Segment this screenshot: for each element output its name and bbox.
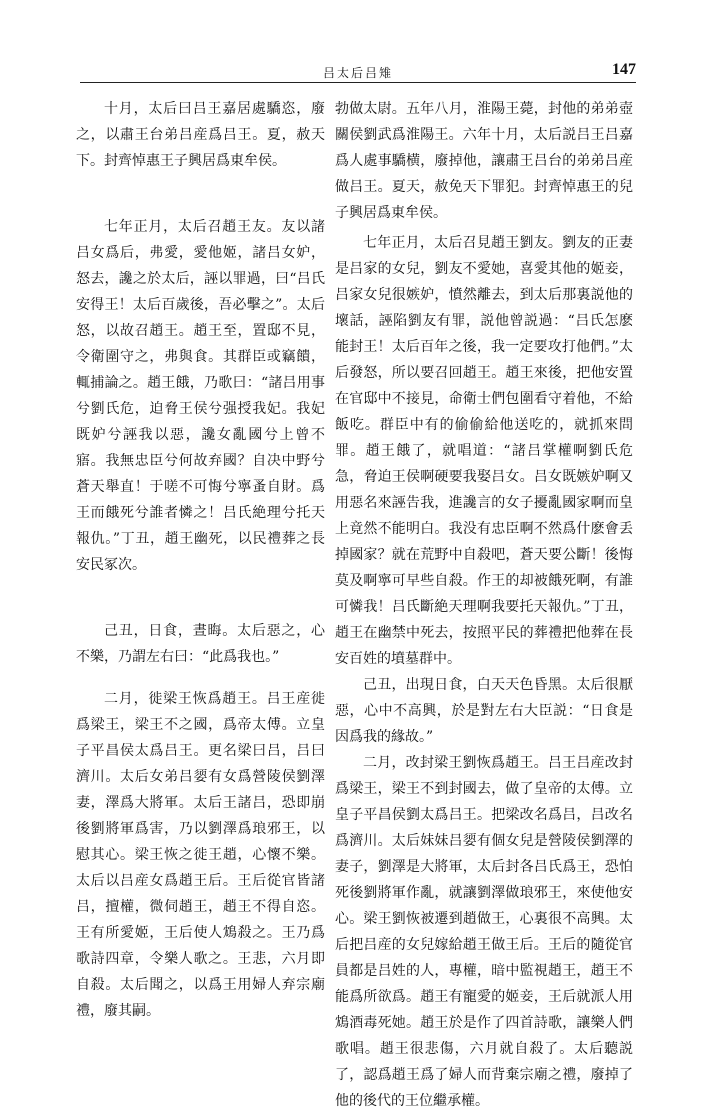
classical-paragraph: 二月，徙梁王恢爲趙王。吕王産徙爲梁王，梁王不之國，爲帝太傅。立皇子平昌侯太爲吕王。更名梁曰吕，吕曰濟川。太后女弟吕媭有女爲營陵侯劉澤妻，澤爲大將軍。太后王諸吕，恐即崩後劉將軍爲害，乃以劉澤爲琅邪王，以慰其心。梁王恢之徙王趙，心懷不樂。太后以吕産女爲趙王后。王后從官皆諸吕，擅權，微伺趙王，趙王不得自恣。王有所愛姬，王后使人鴆殺之。王乃爲歌詩四章，令樂人歌之。王悲，六月即自殺。太后聞之，以爲王用婦人弃宗廟禮，廢其嗣。 bbox=[76, 691, 325, 1019]
classical-paragraph: 十月，太后曰吕王嘉居處驕恣，廢之，以肅王台弟吕産爲吕王。夏，赦天下。封齊悼惠王子興居爲東牟侯。 bbox=[76, 101, 325, 169]
translation-paragraph: 己丑，出現日食，白天天色昏黑。太后很厭惡，心中不高興，於是對左右大臣説：“日食是因爲我的緣故。” bbox=[335, 677, 633, 745]
translation-paragraph: 七年正月，太后召見趙王劉友。劉友的正妻是吕家的女兒，劉友不愛她，喜愛其他的姬妾，吕家女兒很嫉妒，憤然離去，到太后那裏説他的壞話，誣陷劉友有罪，説他曾説過：“吕氏怎麽能封王！太后百年之後，我一定要攻打他們。”太后發怒，所以要召回趙王。趙王來後，把他安置在官邸中不接見，命衛士們包圍看守着他，不給飯吃。群臣中有的偷偷給他送吃的，就抓來問罪。趙王餓了，就唱道：“諸吕掌權啊劉氏危急，脅迫王侯啊硬要我娶吕女。吕女既嫉妒啊又用惡名來誣告我，進讒言的女子擾亂國家啊而皇上竟然不能明白。我没有忠臣啊不然爲什麽會丢掉國家？就在荒野中自殺吧，蒼天要公斷！後悔莫及啊寧可早些自殺。作王的却被餓死啊，有誰可憐我！吕氏斷絶天理啊我要托天報仇。”丁丑，趙王在幽禁中死去，按照平民的葬禮把他葬在長安百姓的墳墓群中。 bbox=[335, 235, 633, 667]
translation-paragraph: 二月，改封梁王劉恢爲趙王。吕王吕産改封爲梁王，梁王不到封國去，做了皇帝的太傅。立皇子平昌侯劉太爲吕王。把梁改名爲吕，吕改名爲濟川。太后妹妹吕媭有個女兒是營陵侯劉澤的妻子，劉澤是大將軍，太后封各吕氏爲王，恐怕死後劉將軍作亂，就讓劉澤做琅邪王，來使他安心。梁王劉恢被遷到趙做王，心裏很不高興。太后把吕産的女兒嫁給趙王做王后。王后的隨從官員都是吕姓的人，專權，暗中監視趙王，趙王不能爲所欲爲。趙王有寵愛的姬妾，王后就派人用鴆酒毒死她。趙王於是作了四首詩歌，讓樂人們歌唱。趙王很悲傷，六月就自殺了。太后聽説了，認爲趙王爲了婦人而背棄宗廟之禮，廢掉了他的後代的王位繼承權。 bbox=[335, 755, 633, 1109]
running-title: 吕太后吕雉 bbox=[322, 66, 393, 80]
running-header bbox=[80, 60, 636, 83]
classical-text-column bbox=[76, 96, 325, 1040]
classical-paragraph: 己丑，日食，晝晦。太后惡之，心不樂，乃謂左右曰：“此爲我也。” bbox=[76, 623, 325, 665]
classical-paragraph: 七年正月，太后召趙王友。友以諸吕女爲后，弗愛，愛他姬，諸吕女妒，怒去，讒之於太后，誣以罪過，曰“吕氏安得王！太后百歲後，吾必擊之”。太后怒，以故召趙王。趙王至，置邸不見，令衛圍守之，弗與食。其群臣或竊饋，輒捕論之。趙王餓，乃歌曰：“諸吕用事兮劉氏危，迫脅王侯兮强授我妃。我妃既妒兮誣我以惡，讒女亂國兮上曾不寤。我無忠臣兮何故弃國？自决中野兮蒼天舉直！于嗟不可悔兮寧蚤自財。爲王而餓死兮誰者憐之！吕氏絶理兮托天報仇。”丁丑，趙王幽死，以民禮葬之長安民冢次。 bbox=[76, 219, 325, 573]
translation-column bbox=[335, 96, 633, 1114]
page-number: 147 bbox=[612, 61, 636, 78]
translation-paragraph: 勃做太尉。五年八月，淮陽王薨，封他的弟弟壺關侯劉武爲淮陽王。六年十月，太后説吕王吕嘉爲人處事驕横，廢掉他，讓肅王吕台的弟弟吕産做吕王。夏天，赦免天下罪犯。封齊悼惠王的兒子興居爲東牟侯。 bbox=[335, 101, 633, 221]
